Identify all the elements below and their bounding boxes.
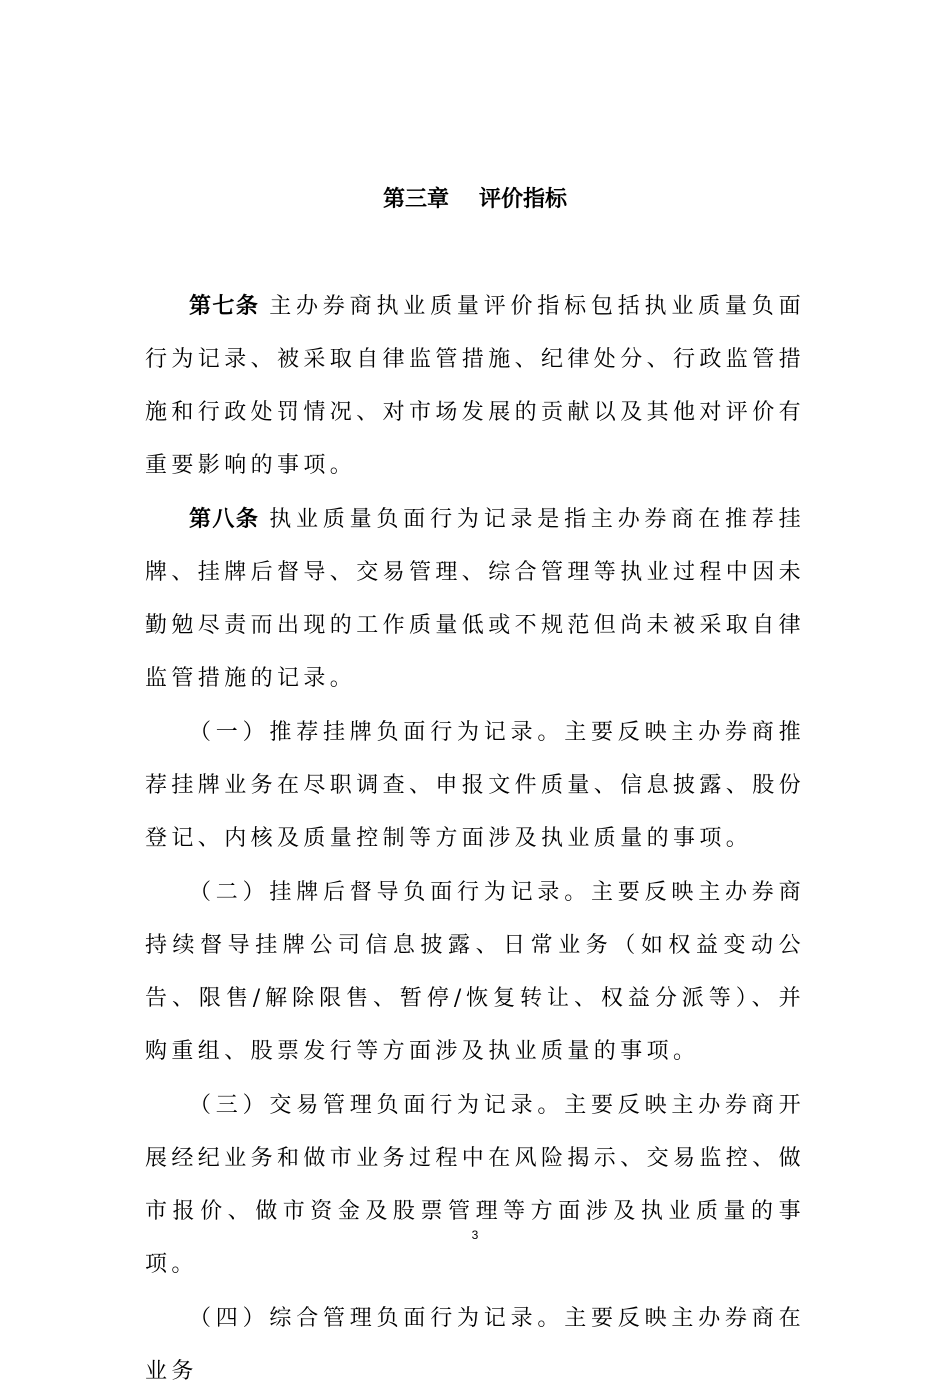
clause-text: （四）综合管理负面行为记录。主要反映主办券商在业务 bbox=[145, 1306, 805, 1384]
article-label: 第八条 bbox=[189, 507, 260, 532]
clause-text: （二）挂牌后督导负面行为记录。主要反映主办券商持续督导挂牌公司信息披露、日常业务（如权益变动公告、限售/解除限售、暂停/恢复转让、权益分派等）、并购重组、股票发行等方面涉及执业质量的事项。 bbox=[145, 880, 805, 1064]
chapter-number: 第三章 bbox=[382, 187, 449, 212]
article-7 bbox=[145, 280, 805, 492]
chapter-name: 评价指标 bbox=[479, 187, 568, 212]
article-label: 第七条 bbox=[189, 294, 260, 319]
clause-3 bbox=[145, 1079, 805, 1291]
article-8 bbox=[145, 493, 805, 705]
clause-1 bbox=[145, 706, 805, 865]
clause-text: （三）交易管理负面行为记录。主要反映主办券商开展经纪业务和做市业务过程中在风险揭示、交易监控、做市报价、做市资金及股票管理等方面涉及执业质量的事项。 bbox=[145, 1093, 806, 1277]
article-text: 主办券商执业质量评价指标包括执业质量负面行为记录、被采取自律监管措施、纪律处分、行政监管措施和行政处罚情况、对市场发展的贡献以及其他对评价有重要影响的事项。 bbox=[145, 294, 806, 478]
clause-text: （一）推荐挂牌负面行为记录。主要反映主办券商推荐挂牌业务在尽职调查、申报文件质量、信息披露、股份登记、内核及质量控制等方面涉及执业质量的事项。 bbox=[145, 720, 806, 851]
page-number: 3 bbox=[471, 1228, 479, 1242]
clause-2 bbox=[145, 866, 805, 1078]
clause-4 bbox=[145, 1292, 805, 1398]
chapter-title bbox=[0, 182, 950, 218]
article-text: 执业质量负面行为记录是指主办券商在推荐挂牌、挂牌后督导、交易管理、综合管理等执业过程中因未勤勉尽责而出现的工作质量低或不规范但尚未被采取自律监管措施的记录。 bbox=[145, 507, 806, 691]
